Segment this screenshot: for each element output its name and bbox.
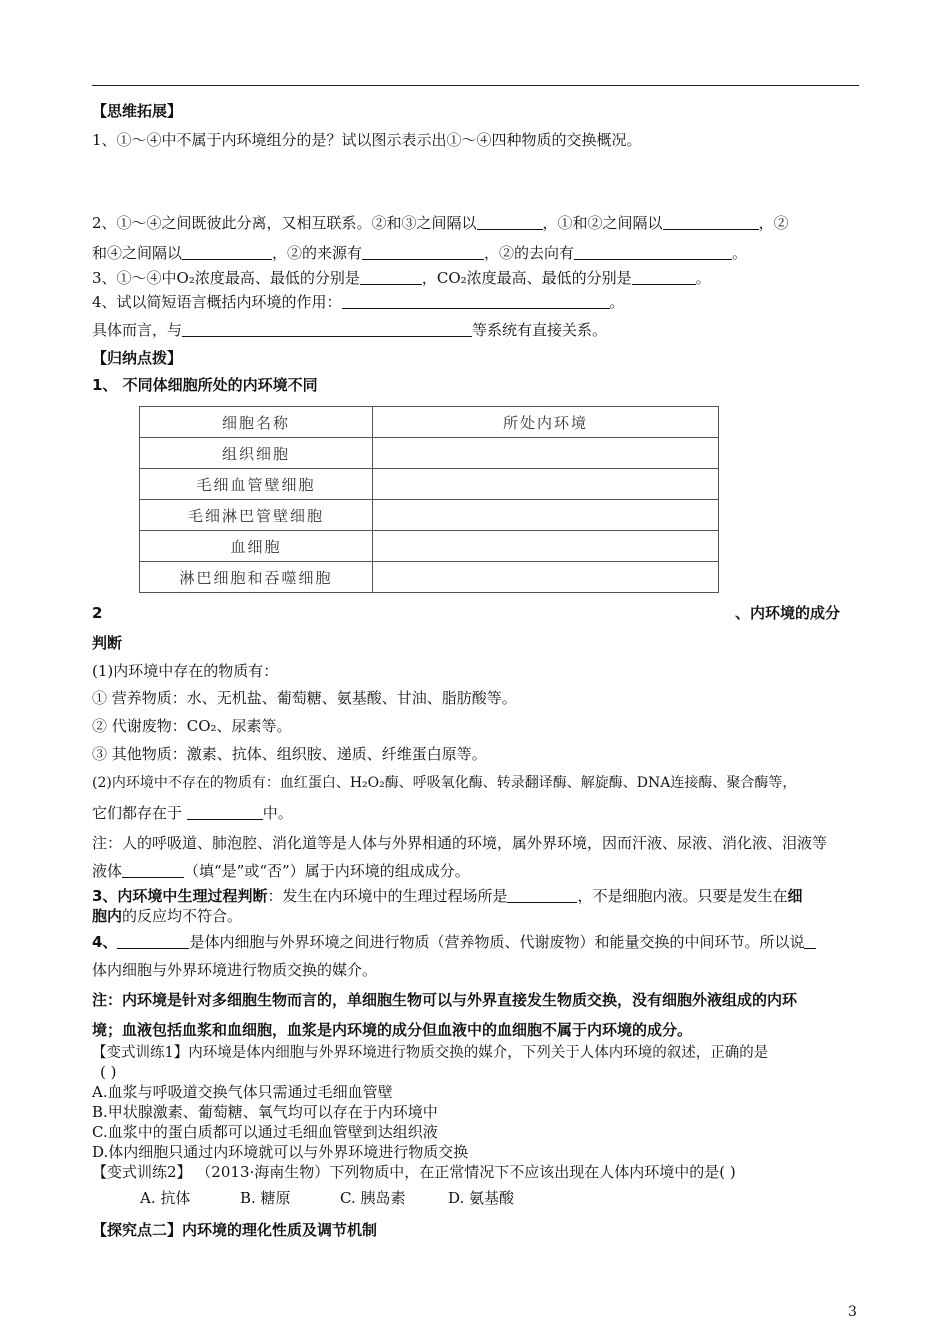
exercise-1-stem: 【变式训练1】内环境是体内细胞与外界环境进行物质交换的媒介，下列关于人体内环境的叙述，正确的是 [92, 1045, 769, 1061]
table-cell-answer[interactable] [373, 500, 719, 531]
summary-point-4-cont: 体内细胞与外界环境进行物质交换的媒介。 [92, 961, 378, 979]
page-number: 3 [848, 1304, 857, 1320]
table-row [140, 438, 719, 469]
exercise-1-option-b[interactable]: B.甲状腺激素、葡萄糖、氧气均可以存在于内环境中 [92, 1103, 438, 1121]
section-heading-explore: 【探究点二】内环境的理化性质及调节机制 [92, 1221, 378, 1239]
header-rule [92, 85, 859, 86]
exercise-1-option-a[interactable]: A.血浆与呼吸道交换气体只需通过毛细血管壁 [92, 1083, 393, 1101]
answer-blank[interactable] [182, 245, 272, 260]
answer-blank[interactable] [182, 322, 472, 337]
table-row [140, 531, 719, 562]
answer-blank[interactable] [187, 805, 263, 820]
table-row [140, 469, 719, 500]
table-cell-name: 淋巴细胞和吞噬细胞 [140, 562, 373, 593]
question-3: 3、①～④中O₂浓度最高、最低的分别是 ，CO₂浓度最高、最低的分别是 。 [92, 269, 711, 287]
question-2-line-2: 和④之间隔以 ，②的来源有 ，②的去向有 。 [92, 244, 748, 262]
table-cell-name: 组织细胞 [140, 438, 373, 469]
answer-blank[interactable] [342, 294, 610, 309]
substances-absent: (2)内环境中不存在的物质有：血红蛋白、H₂O₂酶、呼吸氧化酶、转录翻译酶、解旋酶、DNA连接酶、聚合酶等， [92, 775, 797, 791]
substances-absent-cont: 它们都存在于 中。 [92, 804, 293, 822]
cell-environment-table [139, 406, 719, 593]
summary-point-2-number: 2 [92, 604, 103, 622]
exercise-2-option-c[interactable]: C. 胰岛素 [340, 1189, 406, 1207]
answer-blank[interactable] [632, 270, 696, 285]
exercise-1-answer-paren[interactable]: ( ) [100, 1063, 117, 1081]
summary-point-2-title-cont: 判断 [92, 634, 123, 652]
table-header-cell: 所处内环境 [373, 407, 719, 438]
answer-blank[interactable] [117, 934, 189, 949]
exercise-1-option-d[interactable]: D.体内细胞只通过内环境就可以与外界环境进行物质交换 [92, 1143, 469, 1161]
table-cell-name: 毛细血管壁细胞 [140, 469, 373, 500]
answer-blank[interactable] [477, 215, 543, 230]
table-cell-answer[interactable] [373, 469, 719, 500]
table-cell-answer[interactable] [373, 438, 719, 469]
summary-point-4: 4、 是体内细胞与外界环境之间进行物质（营养物质、代谢废物）和能量交换的中间环节。所以说 [92, 932, 816, 952]
table-cell-name: 血细胞 [140, 531, 373, 562]
question-2-line-1: 2、①～④之间既彼此分离，又相互联系。②和③之间隔以 ，①和②之间隔以 ，② [92, 214, 789, 232]
substances-present-heading: (1)内环境中存在的物质有： [92, 662, 279, 680]
answer-blank[interactable] [574, 245, 732, 260]
table-row [140, 500, 719, 531]
table-cell-name: 毛细淋巴管壁细胞 [140, 500, 373, 531]
answer-blank[interactable] [663, 215, 759, 230]
table-header-row [140, 407, 719, 438]
summary-point-2-title: 、内环境的成分 [735, 604, 841, 622]
section-heading-summary: 【归纳点拨】 [92, 349, 183, 367]
table-cell-answer[interactable] [373, 531, 719, 562]
summary-point-1: 1、 不同体细胞所处的内环境不同 [92, 376, 318, 394]
table-header-cell: 细胞名称 [140, 407, 373, 438]
exercise-2-option-d[interactable]: D. 氨基酸 [448, 1189, 515, 1207]
section-heading-think: 【思维拓展】 [92, 102, 183, 120]
answer-blank[interactable] [804, 934, 816, 949]
question-4-line-2: 具体而言，与 等系统有直接关系。 [92, 321, 608, 339]
substances-waste: ② 代谢废物：CO₂、尿素等。 [92, 717, 292, 735]
answer-blank[interactable] [362, 245, 484, 260]
question-4: 4、试以简短语言概括内环境的作用： 。 [92, 293, 625, 311]
note-single-cell-cont: 境；血液包括血浆和血细胞，血浆是内环境的成分但血液中的血细胞不属于内环境的成分。 [92, 1021, 693, 1039]
summary-point-3: 3、内环境中生理过程判断：发生在内环境中的生理过程场所是 ，不是细胞内液。只要是发生在细 [92, 887, 803, 905]
exercise-2-option-a[interactable]: A. 抗体 [140, 1189, 191, 1207]
note-external-environment-cont: 液体 （填“是”或“否”）属于内环境的组成成分。 [92, 862, 470, 880]
answer-blank[interactable] [360, 270, 422, 285]
table-row [140, 562, 719, 593]
summary-point-3-cont: 胞内的反应均不符合。 [92, 907, 243, 925]
table-cell-answer[interactable] [373, 562, 719, 593]
exercise-1-option-c[interactable]: C.血浆中的蛋白质都可以通过毛细血管壁到达组织液 [92, 1123, 438, 1141]
exercise-2-option-b[interactable]: B. 糖原 [240, 1189, 291, 1207]
question-1: 1、①～④中不属于内环境组分的是？试以图示表示出①～④四种物质的交换概况。 [92, 131, 642, 149]
note-external-environment: 注：人的呼吸道、肺泡腔、消化道等是人体与外界相通的环境，属外界环境，因而汗液、尿液、消化液、泪液等 [92, 834, 828, 852]
exercise-2-stem: 【变式训练2】 （2013·海南生物）下列物质中，在正常情况下不应该出现在人体内环境中的是( ) [92, 1163, 736, 1181]
substances-other: ③ 其他物质：激素、抗体、组织胺、递质、纤维蛋白原等。 [92, 745, 487, 763]
note-single-cell: 注：内环境是针对多细胞生物而言的，单细胞生物可以与外界直接发生物质交换，没有细胞外液组成的内环 [92, 991, 798, 1009]
answer-blank[interactable] [122, 863, 184, 878]
substances-nutrients: ① 营养物质：水、无机盐、葡萄糖、氨基酸、甘油、脂肪酸等。 [92, 689, 517, 707]
answer-blank[interactable] [507, 888, 577, 903]
